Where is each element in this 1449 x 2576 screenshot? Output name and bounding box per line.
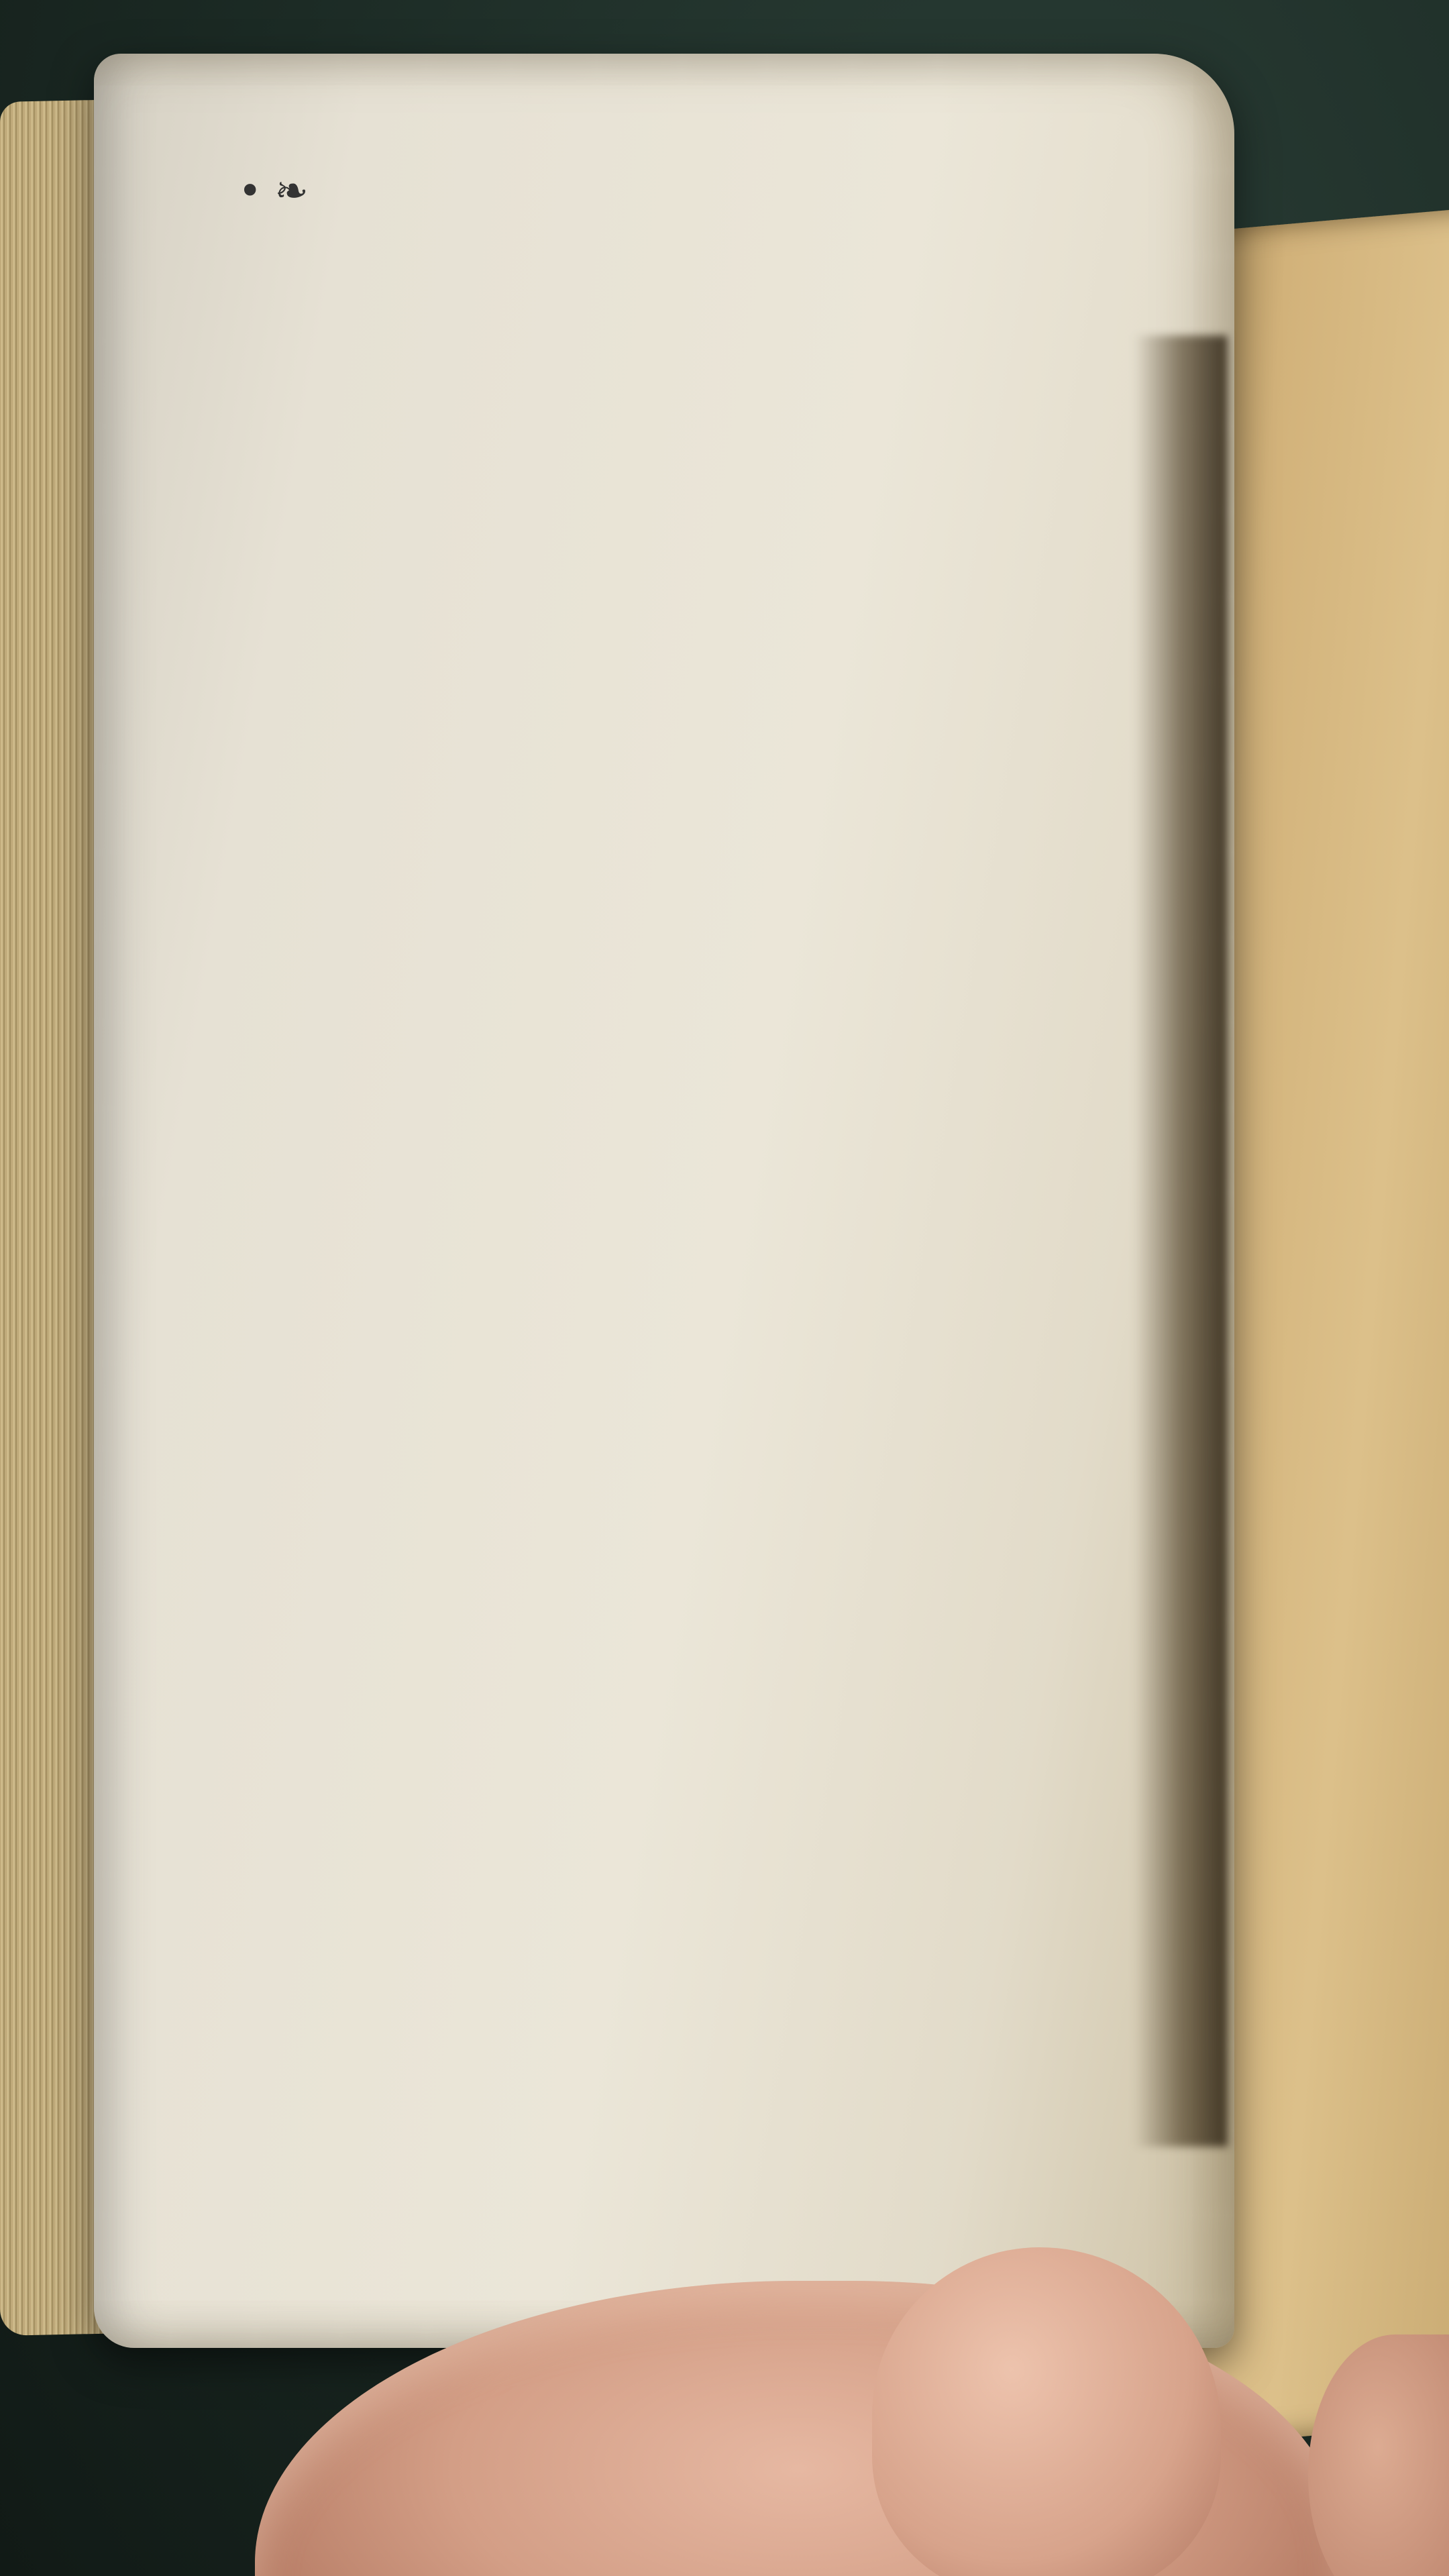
- chapter-heading: [197, 295, 1190, 364]
- ornament-icon: • ❧: [238, 168, 309, 215]
- left-page-text: [197, 221, 1191, 366]
- chapter-number: [612, 303, 613, 352]
- verse-number-281: [760, 311, 761, 352]
- left-page: [94, 54, 1234, 2348]
- book-gutter-shadow: [1134, 335, 1228, 2147]
- chapter-label: [572, 303, 573, 352]
